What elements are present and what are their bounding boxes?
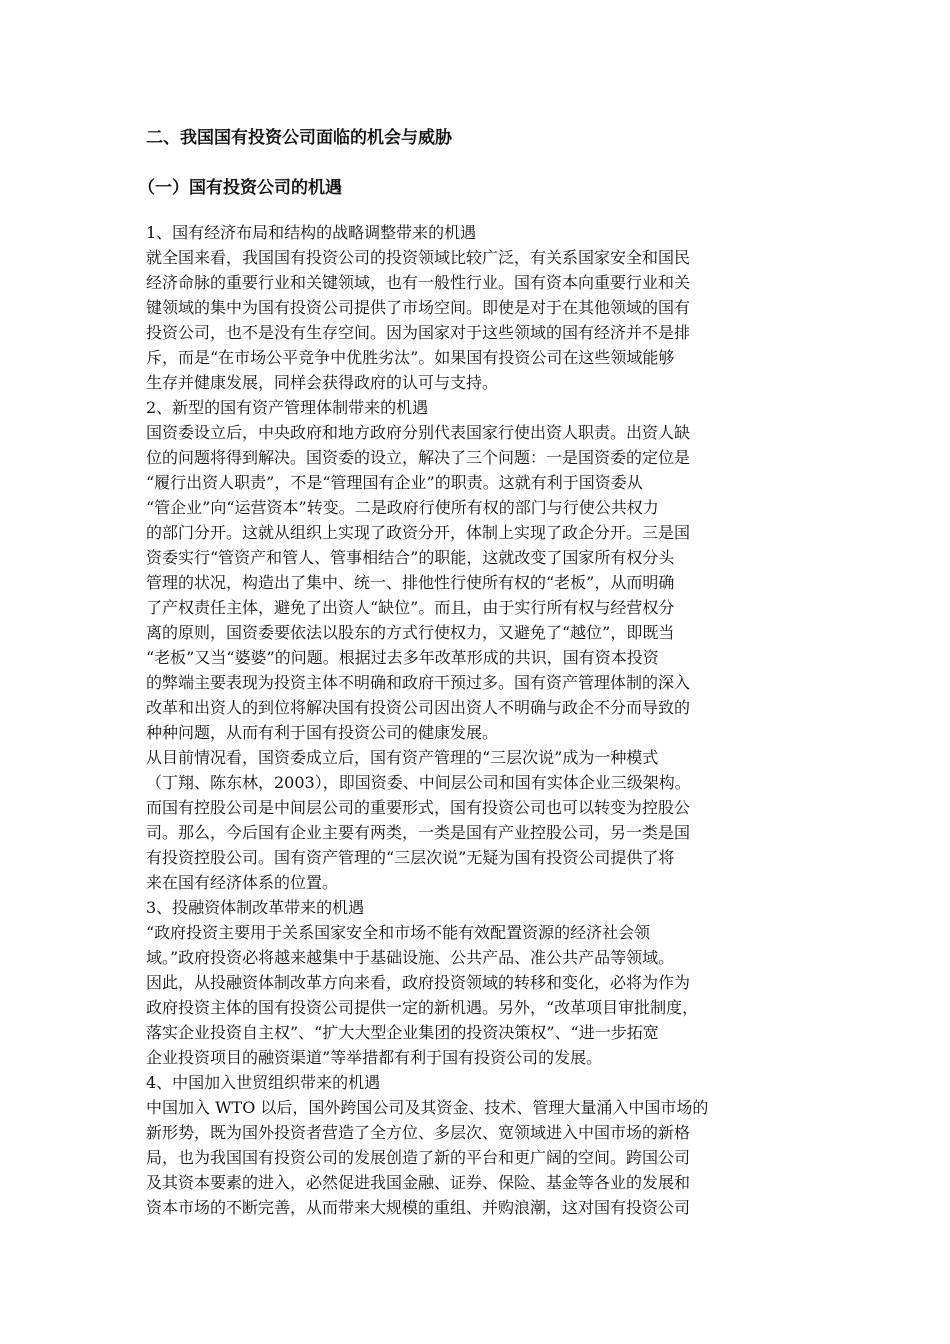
text-line: 企业投资项目的融资渠道”等举措都有利于国有投资公司的发展。 [146,1048,603,1067]
text-line: 斥，而是“在市场公平竞争中优胜劣汰”。如果国有投资公司在这些领域能够 [146,348,675,367]
section-heading: 二、我国国有投资公司面临的机会与威胁 [146,128,452,148]
text-line: 落实企业投资自主权”、“扩大大型企业集团的投资决策权”、“进一步拓宽 [146,1023,659,1042]
text-line: “管企业”向“运营资本”转变。二是政府行使所有权的部门与行使公共权力 [146,498,659,517]
text-line: 资本市场的不断完善，从而带来大规模的重组、并购浪潮，这对国有投资公司 [146,1198,691,1217]
text-line: 的弊端主要表现为投资主体不明确和政府干预过多。国有资产管理体制的深入 [146,673,691,692]
text-line: 资委实行“管资产和管人、管事相结合”的职能，这就改变了国家所有权分头 [146,548,675,567]
text-line: “政府投资主要用于关系国家安全和市场不能有效配置资源的经济社会领 [146,923,651,942]
subsection-heading: （一）国有投资公司的机遇 [138,178,342,198]
text-line: 国资委设立后，中央政府和地方政府分别代表国家行使出资人职责。出资人缺 [146,423,691,442]
body-paragraph [146,245,806,395]
text-line: 管理的状况，构造出了集中、统一、排他性行使所有权的“老板”，从而明确 [146,573,675,592]
sections-container [146,220,806,1220]
text-line: 种种问题，从而有利于国有投资公司的健康发展。 [146,723,499,742]
text-line: 新形势，既为国外投资者营造了全方位、多层次、宽领域进入中国市场的新格 [146,1123,691,1142]
body-paragraph [146,1095,806,1220]
text-line: 键领域的集中为国有投资公司提供了市场空间。即使是对于在其他领域的国有 [146,298,691,317]
text-line: 因此，从投融资体制改革方向来看，政府投资领域的转移和变化，必将为作为 [146,973,691,992]
text-line: 有投资控股公司。国有资产管理的“三层次说”无疑为国有投资公司提供了将 [146,848,675,867]
text-line: 域。”政府投资必将越来越集中于基础设施、公共产品、准公共产品等领域。 [146,948,675,967]
text-line: 司。那么，今后国有企业主要有两类，一类是国有产业控股公司，另一类是国 [146,823,691,842]
text-line: “履行出资人职责”，不是“管理国有企业”的职责。这就有利于国资委从 [146,473,643,492]
body-paragraph [146,745,806,895]
text-line: “老板”又当“婆婆”的问题。根据过去多年改革形成的共识，国有资本投资 [146,648,659,667]
text-line: 的部门分开。这就从组织上实现了政资分开，体制上实现了政企分开。三是国 [146,523,691,542]
text-line: 投资公司，也不是没有生存空间。因为国家对于这些领域的国有经济并不是排 [146,323,691,342]
numbered-subheading: 1、国有经济布局和结构的战略调整带来的机遇 [146,223,477,242]
text-line: （丁翔、陈东林，2003），即国资委、中间层公司和国有实体企业三级架构。 [146,773,691,792]
text-line: 及其资本要素的进入，必然促进我国金融、证券、保险、基金等各业的发展和 [146,1173,691,1192]
document-body [138,125,806,1220]
numbered-subheading: 2、新型的国有资产管理体制带来的机遇 [146,398,429,417]
text-line: 离的原则，国资委要依法以股东的方式行使权力，又避免了“越位”，即既当 [146,623,675,642]
text-line: 来在国有经济体系的位置。 [146,873,339,892]
numbered-subheading: 4、中国加入世贸组织带来的机遇 [146,1073,381,1092]
text-line: 就全国来看，我国国有投资公司的投资领域比较广泛，有关系国家安全和国民 [146,248,691,267]
body-paragraph [146,420,806,745]
body-paragraph [146,920,806,1070]
text-line: 政府投资主体的国有投资公司提供一定的新机遇。另外，“改革项目审批制度， [146,998,699,1017]
numbered-subheading: 3、投融资体制改革带来的机遇 [146,898,365,917]
text-line: 生存并健康发展，同样会获得政府的认可与支持。 [146,373,499,392]
text-line: 经济命脉的重要行业和关键领域，也有一般性行业。国有资本向重要行业和关 [146,273,691,292]
text-line: 改革和出资人的到位将解决国有投资公司因出资人不明确与政企不分而导致的 [146,698,691,717]
text-line: 局，也为我国国有投资公司的发展创造了新的平台和更广阔的空间。跨国公司 [146,1148,691,1167]
text-line: 位的问题将得到解决。国资委的设立，解决了三个问题：一是国资委的定位是 [146,448,691,467]
text-line: 而国有控股公司是中间层公司的重要形式，国有投资公司也可以转变为控股公 [146,798,691,817]
text-line: 了产权责任主体，避免了出资人“缺位”。而且，由于实行所有权与经营权分 [146,598,675,617]
text-line: 中国加入 WTO 以后，国外跨国公司及其资金、技术、管理大量涌入中国市场的 [146,1098,709,1117]
text-line: 从目前情况看，国资委成立后，国有资产管理的“三层次说”成为一种模式 [146,748,659,767]
